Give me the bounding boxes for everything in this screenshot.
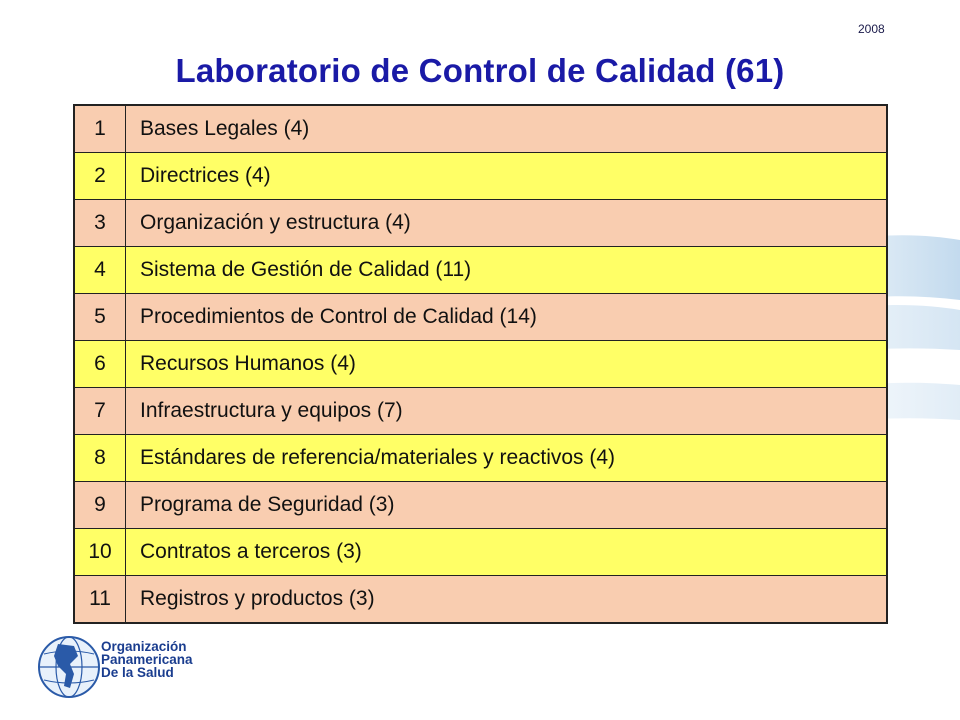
row-label: Directrices (4) [126,153,888,200]
row-number: 9 [74,482,126,529]
row-number: 1 [74,105,126,153]
row-label: Bases Legales (4) [126,105,888,153]
org-line: Organización [101,639,187,654]
year-label: 2008 [858,22,885,36]
table-row [74,200,887,247]
table-row [74,153,887,200]
row-label: Programa de Seguridad (3) [126,482,888,529]
row-number: 8 [74,435,126,482]
topics-table [73,104,888,624]
table-row [74,341,887,388]
table-row [74,529,887,576]
table-row [74,576,887,624]
row-label: Registros y productos (3) [126,576,888,624]
row-label: Estándares de referencia/materiales y reactivos (4) [126,435,888,482]
row-number: 10 [74,529,126,576]
table-row [74,105,887,153]
table-row [74,482,887,529]
row-label: Organización y estructura (4) [126,200,888,247]
row-number: 6 [74,341,126,388]
table-row [74,294,887,341]
paho-globe-logo-icon [36,634,102,700]
org-line: De la Salud [101,665,174,680]
row-label: Procedimientos de Control de Calidad (14) [126,294,888,341]
table-row [74,435,887,482]
table-row [74,247,887,294]
page-title: Laboratorio de Control de Calidad (61) [175,52,785,89]
org-line: Panamericana [101,652,193,667]
row-number: 7 [74,388,126,435]
table-row [74,388,887,435]
row-label: Recursos Humanos (4) [126,341,888,388]
row-number: 5 [74,294,126,341]
row-label: Contratos a terceros (3) [126,529,888,576]
row-number: 11 [74,576,126,624]
row-number: 4 [74,247,126,294]
row-number: 3 [74,200,126,247]
row-number: 2 [74,153,126,200]
row-label: Sistema de Gestión de Calidad (11) [126,247,888,294]
organization-name [101,640,193,679]
row-label: Infraestructura y equipos (7) [126,388,888,435]
